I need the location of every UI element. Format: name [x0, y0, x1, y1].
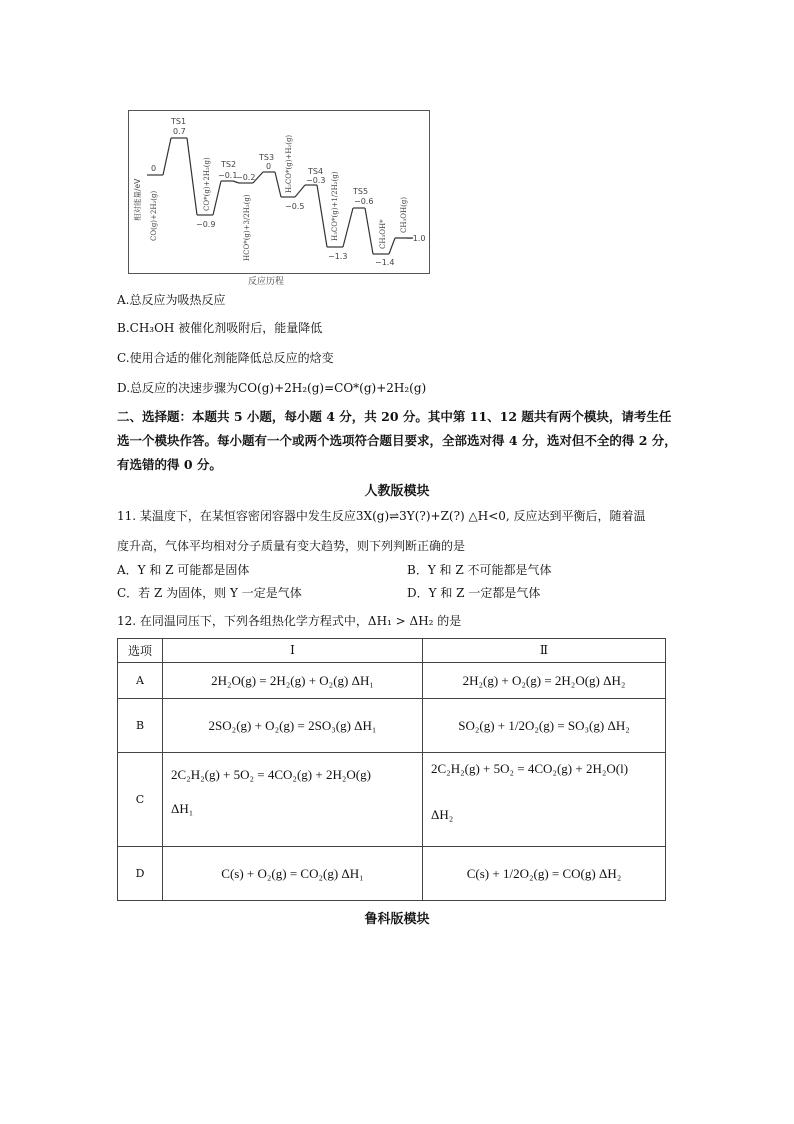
q10-option-a[interactable] [117, 292, 226, 308]
species-label-5: CH₃OH* [379, 219, 387, 249]
table-row-c [118, 753, 666, 847]
ts4-label: TS4 [308, 167, 324, 176]
option-key: B. [117, 321, 130, 335]
q11-stem-line2: 度升高，气体平均相对分子质量有变大趋势，则下列判断正确的是 [117, 539, 466, 553]
option-key: C. [117, 351, 130, 365]
module-luke-title: 鲁科版模块 [364, 912, 430, 927]
ts1-value: 0.7 [173, 127, 186, 136]
species-label-0: CO(g)+2H₂(g) [150, 190, 158, 241]
row-b-eq-ii: SO₂(g) + 1/2O₂(g) = SO₃(g) ΔH₂ [423, 699, 666, 753]
row-d-eq-i: C(s) + O₂(g) = CO₂(g) ΔH₁ [163, 847, 423, 901]
row-c-eq-i: 2C₂H₂(g) + 5O₂ = 4CO₂(g) + 2H₂O(g) [171, 767, 371, 782]
row-b-eq-i: 2SO₂(g) + O₂(g) = 2SO₃(g) ΔH₁ [163, 699, 423, 753]
species-label-4: H₃CO*(g)+1/2H₂(g) [331, 171, 339, 241]
level-value-co: −0.9 [196, 220, 216, 229]
y-axis-label: 相对能量/eV [133, 178, 142, 221]
table-row-a [118, 663, 666, 699]
level-value-ch3oh-g: −1.0 [406, 234, 426, 243]
option-key: A. [117, 293, 130, 307]
option-text: CH₃OH 被催化剂吸附后，能量降低 [129, 321, 323, 335]
row-d-eq-ii: C(s) + 1/2O₂(g) = CO(g) ΔH₂ [423, 847, 666, 901]
option-text: 总反应为吸热反应 [129, 293, 226, 307]
q11-option-c[interactable]: C．若 Z 为固体，则 Y 一定是气体 [117, 586, 302, 600]
energy-path [147, 138, 413, 254]
q10-option-b[interactable] [117, 320, 322, 336]
ts3-label: TS3 [259, 153, 275, 162]
ts5-value: −0.6 [354, 197, 374, 206]
module-renjiao-title: 人教版模块 [364, 484, 430, 499]
species-label-2: HCO*(g)+3/2H₂(g) [243, 194, 251, 261]
q10-option-d[interactable] [117, 380, 426, 396]
header-option: 选项 [118, 639, 163, 663]
species-label-1: CO*(g)+2H₂(g) [203, 157, 211, 211]
row-a-eq-ii: 2H₂(g) + O₂(g) = 2H₂O(g) ΔH₂ [423, 663, 666, 699]
section2-heading: 二、选择题：本题共 5 小题，每小题 4 分，共 20 分。其中第 11、12 题共有两个模块，请考生任选一个模块作答。每小题有一个或两个选项符合题目要求，全部选对得 4 分，选对但不全的得 2 分，有选错的得 0 分。 [117, 409, 677, 472]
q11-option-d[interactable]: D．Y 和 Z 一定都是气体 [407, 586, 541, 600]
ts1-label: TS1 [171, 117, 187, 126]
x-axis-label: 反应历程 [248, 277, 285, 287]
option-key: D. [117, 381, 131, 395]
species-label-6: CH₃OH(g) [400, 196, 408, 233]
row-c-dh-i: ΔH₁ [171, 801, 194, 816]
energy-profile-diagram [128, 110, 430, 274]
ts3-value: 0 [266, 162, 272, 171]
table-row-b [118, 699, 666, 753]
q11-option-b[interactable]: B．Y 和 Z 不可能都是气体 [407, 563, 552, 577]
row-key-b: B [118, 699, 163, 753]
q12-table [117, 638, 666, 901]
species-label-3: H₂CO*(g)+H₂(g) [285, 134, 293, 193]
header-col-ii: Ⅱ [423, 639, 666, 663]
level-value-hco: −0.2 [236, 173, 256, 182]
level-value-h2co: −0.5 [285, 202, 305, 211]
ts4-value: −0.3 [306, 176, 326, 185]
ts2-label: TS2 [221, 160, 237, 169]
header-col-i: Ⅰ [163, 639, 423, 663]
row-c-cell-i [163, 753, 423, 847]
table-header-row [118, 639, 666, 663]
ts2-value: −0.1 [218, 171, 238, 180]
q11-stem-line1: 11. 某温度下，在某恒容密闭容器中发生反应3X(g)⇌3Y(?)+Z(?) △H<0, 反应达到平衡后，随着温 [117, 509, 646, 523]
q10-option-c[interactable] [117, 350, 334, 366]
row-c-dh-ii: ΔH₂ [431, 807, 454, 822]
table-row-d [118, 847, 666, 901]
row-key-d: D [118, 847, 163, 901]
row-key-a: A [118, 663, 163, 699]
row-key-c: C [118, 753, 163, 847]
level-value-start: 0 [151, 164, 157, 173]
row-a-eq-i: 2H₂O(g) = 2H₂(g) + O₂(g) ΔH₁ [163, 663, 423, 699]
level-value-h3co: −1.3 [328, 252, 348, 261]
energy-profile-svg [129, 111, 429, 273]
row-c-cell-ii [423, 753, 666, 847]
level-value-ch3oh-star: −1.4 [375, 258, 395, 267]
option-text: 使用合适的催化剂能降低总反应的焓变 [129, 351, 334, 365]
option-text: 总反应的决速步骤为CO(g)+2H₂(g)=CO*(g)+2H₂(g) [130, 381, 427, 395]
row-c-eq-ii: 2C₂H₂(g) + 5O₂ = 4CO₂(g) + 2H₂O(l) [431, 761, 629, 776]
q11-option-a[interactable]: A．Y 和 Z 可能都是固体 [117, 563, 250, 577]
q12-stem: 12. 在同温同压下，下列各组热化学方程式中，ΔH₁ > ΔH₂ 的是 [117, 614, 462, 628]
ts5-label: TS5 [353, 187, 369, 196]
